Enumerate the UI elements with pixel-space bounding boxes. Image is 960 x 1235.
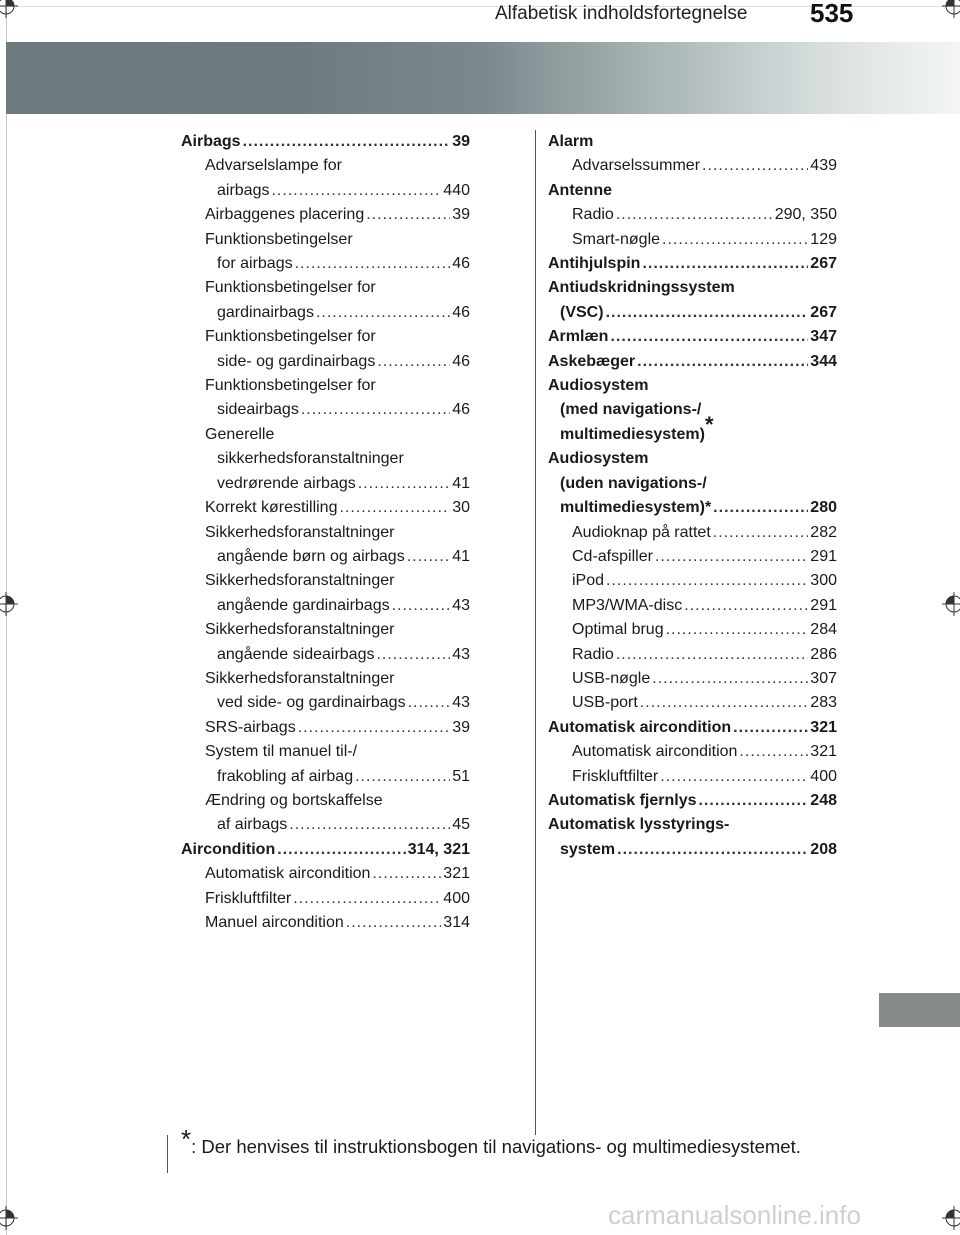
index-entry-line [205,472,470,496]
header-banner [6,42,960,114]
dot-leader [301,398,450,422]
index-entry [181,496,470,520]
index-entry-text: iPod [572,572,605,590]
index-entry-text: Optimal brug [572,621,664,639]
index-entry-line [572,740,837,764]
index-entry-text: frakobling af airbag [217,767,354,785]
index-entry-text: angående gardinairbags [217,596,390,614]
index-page-reference: 400 [810,767,837,785]
index-entry [181,911,470,935]
index-entry-text: angående børn og airbags [217,547,405,565]
dot-leader [640,691,809,715]
index-entry-text: SRS-airbags [205,718,296,736]
index-entry-line [572,643,837,667]
index-entry-line [548,447,837,471]
index-page-reference: 300 [810,572,837,590]
index-entry-line [572,667,837,691]
dot-leader [293,887,441,911]
index-entry-line [572,154,837,178]
index-entry [548,447,837,520]
index-entry-text: Askebæger [548,352,636,370]
index-page-reference: 46 [452,352,470,370]
dot-leader [698,789,808,813]
chapter-side-tab [879,993,960,1027]
index-entry-text: Automatisk aircondition [205,865,371,883]
index-page-reference: 347 [810,328,837,346]
index-entry-text: Sikkerhedsforanstaltninger [205,523,395,541]
index-entry [548,276,837,325]
index-entry-line [572,545,837,569]
index-entry-text: Aircondition [181,840,276,858]
index-entry-text: (uden navigations-/ [560,474,707,492]
section-title: Alfabetisk indholdsfortegnelse [495,3,748,24]
index-entry [181,789,470,838]
index-entry-line [572,691,837,715]
index-entry-text: Alarm [548,133,594,150]
dot-leader [739,740,808,764]
index-entry [181,740,470,789]
index-entry-text: Advarselssummer [572,157,701,175]
crop-line-left [6,0,7,1235]
index-entry-text: USB-port [572,694,638,712]
index-entry [548,228,837,252]
index-entry-line [205,447,470,471]
index-entry-text: Ændring og bortskaffelse [205,791,383,809]
index-entry-line [205,276,470,300]
index-column-left [181,130,470,935]
index-page-reference: 267 [810,255,837,273]
dot-leader [713,521,809,545]
index-entry [181,838,470,862]
dot-leader [642,252,808,276]
index-entry-text: Automatisk fjernlys [548,791,697,809]
index-entry-text: Friskluftfilter [205,889,292,907]
dot-leader [372,862,441,886]
dot-leader [660,765,808,789]
index-entry-line [548,838,837,862]
index-entry-line [548,252,837,276]
dot-leader [606,301,809,325]
index-entry-text: multimediesystem) [560,425,705,443]
index-entry [548,643,837,667]
index-entry-text: af airbags [217,816,288,834]
index-entry-text: Antiudskridningssystem [548,279,735,297]
index-entry-line [205,862,470,886]
index-page-reference: 321 [443,865,470,883]
index-entry [548,691,837,715]
index-entry-text: side- og gardinairbags [217,352,376,370]
index-entry [548,618,837,642]
index-entry-text: Automatisk aircondition [572,743,738,761]
index-entry [181,667,470,716]
index-entry [181,276,470,325]
dot-leader [606,569,808,593]
dot-leader [339,496,450,520]
index-entry-line [205,301,470,325]
index-entry-text: for airbags [217,255,293,273]
index-entry [181,130,470,154]
index-page-reference: 39 [452,133,470,150]
index-entry-text: Manuel aircondition [205,914,344,931]
dot-leader [616,643,808,667]
index-entry-text: Antenne [548,181,612,199]
index-page-reference: 46 [452,401,470,419]
registration-mark-icon [942,1206,960,1230]
index-entry-line [205,740,470,764]
registration-mark-icon [0,0,18,18]
dot-leader [616,203,773,227]
index-entry-line [205,887,470,911]
index-entry-line [548,789,837,813]
index-entry-text: multimediesystem)* [560,499,712,517]
index-entry-line [205,765,470,789]
dot-leader [358,472,450,496]
dot-leader [655,545,808,569]
index-entry-text: Funktionsbetingelser for [205,328,376,346]
index-entry-line [205,789,470,813]
index-entry-line [205,569,470,593]
index-page-reference: 321 [810,718,837,736]
index-entry-line [205,618,470,642]
index-entry-line [572,594,837,618]
index-page-reference: 46 [452,303,470,321]
index-entry-line [205,496,470,520]
index-entry [548,521,837,545]
index-entry-line [548,276,837,300]
index-entry-line [548,179,837,203]
index-entry-text: (VSC) [560,303,604,321]
index-entry-line [548,130,837,154]
index-entry-text: Cd-afspiller [572,547,653,565]
index-entry-text: Generelle [205,425,275,443]
index-entry-text: Audiosystem [548,377,649,395]
index-page-reference: 41 [452,547,470,565]
watermark: carmanualsonline.info [608,1200,861,1230]
index-entry-line [548,716,837,740]
index-entry-line [572,618,837,642]
dot-leader [271,179,441,203]
index-entry-line [205,325,470,349]
index-page-reference: 291 [810,596,837,614]
index-entry [548,350,837,374]
dot-leader [346,911,442,935]
index-entry-text: system [560,840,616,858]
index-entry-line [572,228,837,252]
footnote-reference-marker: * [704,411,714,437]
index-entry [548,813,837,862]
index-entry [181,716,470,740]
dot-leader [355,765,450,789]
index-entry-text: Funktionsbetingelser for [205,377,376,395]
dot-leader [392,594,451,618]
index-entry-text: Automatisk lysstyrings- [548,816,730,834]
index-entry-text: gardinairbags [217,303,314,321]
index-entry-text: (med navigations-/ [560,401,702,419]
index-entry-line [205,228,470,252]
index-entry-text: Armlæn [548,328,609,346]
index-page-reference: 314 [443,914,470,931]
index-entry [548,716,837,740]
footnote [181,1123,801,1158]
index-entry-line [548,350,837,374]
index-entry-line [572,521,837,545]
index-entry-text: Sikkerhedsforanstaltninger [205,669,395,687]
index-entry [181,203,470,227]
index-entry-text: MP3/WMA-disc [572,596,683,614]
index-entry-line [205,374,470,398]
index-entry [548,179,837,203]
index-page-reference: 43 [452,596,470,614]
index-entry-line [548,411,837,447]
index-entry-line [205,521,470,545]
index-entry-text: System til manuel til-/ [205,743,358,761]
dot-leader [637,350,808,374]
footnote-rule [167,1135,168,1173]
index-entry-line [181,838,470,862]
index-entry-text: USB-nøgle [572,669,651,687]
index-entry-text: Funktionsbetingelser [205,230,353,248]
index-page-reference: 43 [452,645,470,663]
dot-leader [408,691,451,715]
index-entry-line [548,301,837,325]
index-entry-text: Sikkerhedsforanstaltninger [205,572,395,590]
index-entry [181,618,470,667]
index-entry-line [572,765,837,789]
dot-leader [662,228,808,252]
index-entry-text: Funktionsbetingelser for [205,279,376,297]
index-entry-line [205,203,470,227]
index-entry-line [205,252,470,276]
dot-leader [377,350,450,374]
index-entry-line [205,154,470,178]
index-page-reference: 291 [810,547,837,565]
index-entry-line [205,398,470,422]
index-entry [181,862,470,886]
index-entry-line [181,130,470,154]
dot-leader [298,716,451,740]
dot-leader [366,203,450,227]
index-entry-line [548,472,837,496]
dot-leader [617,838,808,862]
index-entry-line [205,813,470,837]
index-entry-line [205,545,470,569]
index-entry-text: Audioknap på rattet [572,523,711,541]
index-page-reference: 321 [810,743,837,761]
footnote-marker: * [181,1123,192,1154]
index-entry-text: Airbaggenes placering [205,206,365,224]
index-entry [548,569,837,593]
index-entry [548,130,837,154]
index-page-reference: 208 [810,840,837,858]
index-entry-line [548,496,837,520]
index-entry-text: vedrørende airbags [217,474,356,492]
dot-leader [289,813,450,837]
index-entry [548,789,837,813]
index-entry-text: Sikkerhedsforanstaltninger [205,621,395,639]
index-entry [548,203,837,227]
index-entry-line [205,350,470,374]
index-page-reference: 45 [452,816,470,834]
index-entry [548,252,837,276]
dot-leader [376,643,450,667]
registration-mark-icon [0,1206,18,1230]
dot-leader [666,618,809,642]
index-entry [548,740,837,764]
index-entry-text: Friskluftfilter [572,767,659,785]
index-page-reference: 283 [810,694,837,712]
index-page-reference: 43 [452,694,470,712]
page-number: 535 [810,0,854,28]
index-entry-line [205,643,470,667]
index-entry-text: Advarselslampe for [205,157,342,175]
dot-leader [733,716,808,740]
index-entry-line [548,374,837,398]
index-entry [181,521,470,570]
dot-leader [295,252,451,276]
dot-leader [652,667,808,691]
index-page-reference: 440 [443,181,470,199]
index-page-reference: 248 [810,791,837,809]
dot-leader [610,325,808,349]
column-divider [535,130,536,1135]
index-page-reference: 39 [452,718,470,736]
dot-leader [702,154,808,178]
index-entry-line [205,179,470,203]
index-entry-line [572,203,837,227]
index-entry-line [548,398,837,422]
index-page-reference: 344 [810,352,837,370]
index-entry-text: Audiosystem [548,450,649,468]
index-entry [548,154,837,178]
registration-mark-icon [942,592,960,616]
index-page-reference: 314, 321 [407,840,470,858]
index-page-reference: 280 [810,499,837,517]
index-page-reference: 307 [810,669,837,687]
dot-leader [713,496,808,520]
index-column-right [548,130,837,862]
index-page-reference: 282 [810,523,837,541]
index-entry-text: Radio [572,645,614,663]
index-entry-text: Smart-nøgle [572,230,661,248]
index-entry-text: angående sideairbags [217,645,375,663]
index-entry-line [205,691,470,715]
registration-mark-icon [0,592,18,616]
index-entry [548,325,837,349]
index-entry-line [548,813,837,837]
index-page-reference: 267 [810,303,837,321]
index-entry-text: airbags [217,181,270,199]
index-entry-text: ved side- og gardinairbags [217,694,406,712]
index-entry-line [205,911,470,935]
index-entry-text: Korrekt kørestilling [205,499,338,517]
index-page-reference: 286 [810,645,837,663]
index-entry-text: Automatisk aircondition [548,718,732,736]
index-page-reference: 41 [452,474,470,492]
index-entry [181,228,470,277]
index-entry [181,887,470,911]
index-entry-text: Radio [572,206,614,224]
registration-mark-icon [942,0,960,18]
dot-leader [316,301,450,325]
index-entry [181,569,470,618]
index-entry-line [572,569,837,593]
footnote-text: : Der henvises til instruktionsbogen til navigations- og multimediesystemet. [191,1136,801,1157]
index-entry-text: sikkerhedsforanstaltninger [217,450,404,468]
index-entry-line [205,423,470,447]
index-entry [548,374,837,447]
index-entry-line [205,667,470,691]
index-page-reference: 39 [452,206,470,224]
index-page-reference: 46 [452,255,470,273]
index-entry-line [205,716,470,740]
index-entry [548,765,837,789]
dot-leader [277,838,406,862]
index-entry [548,545,837,569]
index-entry-text: Antihjulspin [548,255,641,273]
index-entry-line [548,325,837,349]
dot-leader [684,594,808,618]
index-page-reference: 439 [810,157,837,175]
index-page-reference: 129 [810,230,837,248]
index-page-reference: 51 [452,767,470,785]
index-entry-line [205,594,470,618]
index-entry-text: Airbags [181,133,241,150]
index-entry [181,423,470,496]
index-entry [181,154,470,203]
index-entry [181,325,470,374]
index-entry [548,667,837,691]
index-page-reference: 400 [443,889,470,907]
index-entry [548,594,837,618]
dot-leader [407,545,451,569]
dot-leader [243,130,451,154]
index-page-reference: 284 [810,621,837,639]
index-entry-text: sideairbags [217,401,299,419]
index-page-reference: 290, 350 [774,206,837,224]
index-entry [181,374,470,423]
index-page-reference: 30 [452,499,470,517]
